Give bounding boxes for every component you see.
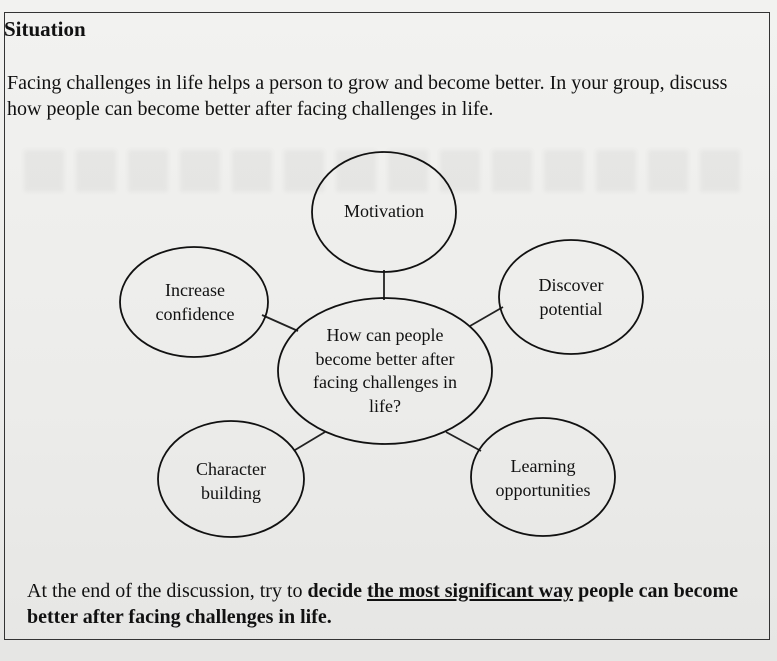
conclusion-lead: At the end of the discussion, try to bbox=[27, 580, 308, 602]
conclusion-bold-end: people can become better after facing challenges in life. bbox=[27, 580, 739, 628]
label-center-question: How can people become better after facing challenges in life? bbox=[313, 325, 457, 416]
conclusion-text bbox=[27, 578, 762, 630]
section-heading: Situation bbox=[4, 17, 86, 41]
connector-increase-confidence bbox=[262, 315, 298, 331]
label-learning-opportunities: Learning opportunities bbox=[495, 456, 591, 500]
conclusion-bold-decide: decide bbox=[307, 580, 367, 602]
label-character-building: Character building bbox=[196, 459, 266, 503]
conclusion-underlined-phrase: the most significant way bbox=[366, 580, 574, 602]
connector-learning-opportunities bbox=[446, 432, 481, 451]
label-discover-potential: Discover potential bbox=[538, 275, 604, 319]
situation-text: Facing challenges in life helps a person to grow and become better. In your group, discuss how people can become better after facing challenges in life. bbox=[7, 72, 728, 120]
connector-character-building bbox=[295, 432, 325, 450]
label-increase-confidence: Increase confidence bbox=[155, 280, 235, 324]
connector-discover-potential bbox=[470, 307, 503, 326]
label-motivation: Motivation bbox=[344, 201, 424, 221]
